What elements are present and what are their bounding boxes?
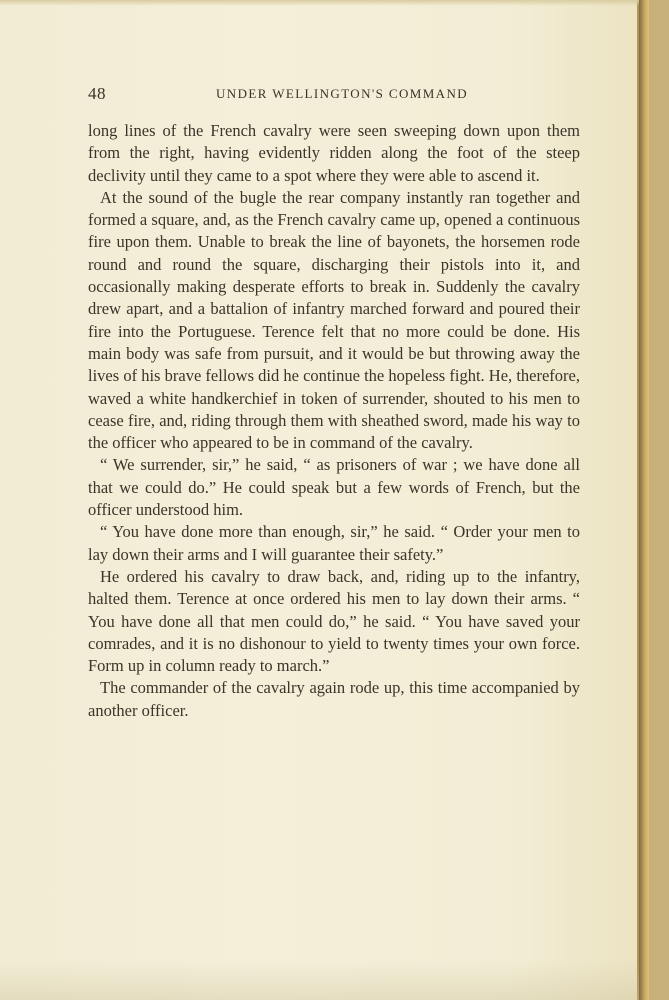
paragraph: At the sound of the bugle the rear company instantly ran together and formed a square, and, as the French cavalry came up, opened a continuous fire upon them. Unable to break the line of bayonets, the horsemen rode round and round the square, discharging their pistols into it, and occasionally making desperate efforts to break in. Suddenly the cavalry drew apart, and a battalion of infantry marched forward and poured their fire into the Portuguese. Terence felt that no more could be done. His main body was safe from pursuit, and it would be but throwing away the lives of his brave fellows did he continue the hopeless fight. He, therefore, waved a white handkerchief in token of surrender, shouted to his men to cease fire, and, riding through them with sheathed sword, made his way to the officer who appeared to be in command of the cavalry. — [88, 187, 580, 453]
paragraph: “ We surrender, sir,” he said, “ as prisoners of war ; we have done all that we could do.” He could speak but a few words of French, but the officer understood him. — [88, 455, 580, 520]
paragraph: The commander of the cavalry again rode up, this time accompanied by another officer. — [88, 678, 580, 720]
page-number: 48 — [88, 84, 106, 103]
paragraph: long lines of the French cavalry were seen sweeping down upon them from the right, having evidently ridden along the foot of the steep declivity until they came to a spot where they were able to ascend it. — [88, 121, 580, 185]
body-text — [88, 120, 580, 722]
page-bottom-shade — [0, 960, 640, 1000]
running-head — [88, 84, 580, 106]
paragraph: He ordered his cavalry to draw back, and, riding up to the infantry, halted them. Terence at once ordered his men to lay down their arms. “ You have done all that men could do,” he said. “ You have saved your comrades, and it is no dishonour to yield to twenty times your own force. Form up in column ready to march.” — [88, 566, 580, 676]
paragraph: “ You have done more than enough, sir,” he said. “ Order your men to lay down their arms and I will guarantee their safety.” — [88, 522, 580, 564]
page-top-edge — [0, 0, 640, 6]
running-title: UNDER WELLINGTON'S COMMAND — [216, 86, 469, 101]
